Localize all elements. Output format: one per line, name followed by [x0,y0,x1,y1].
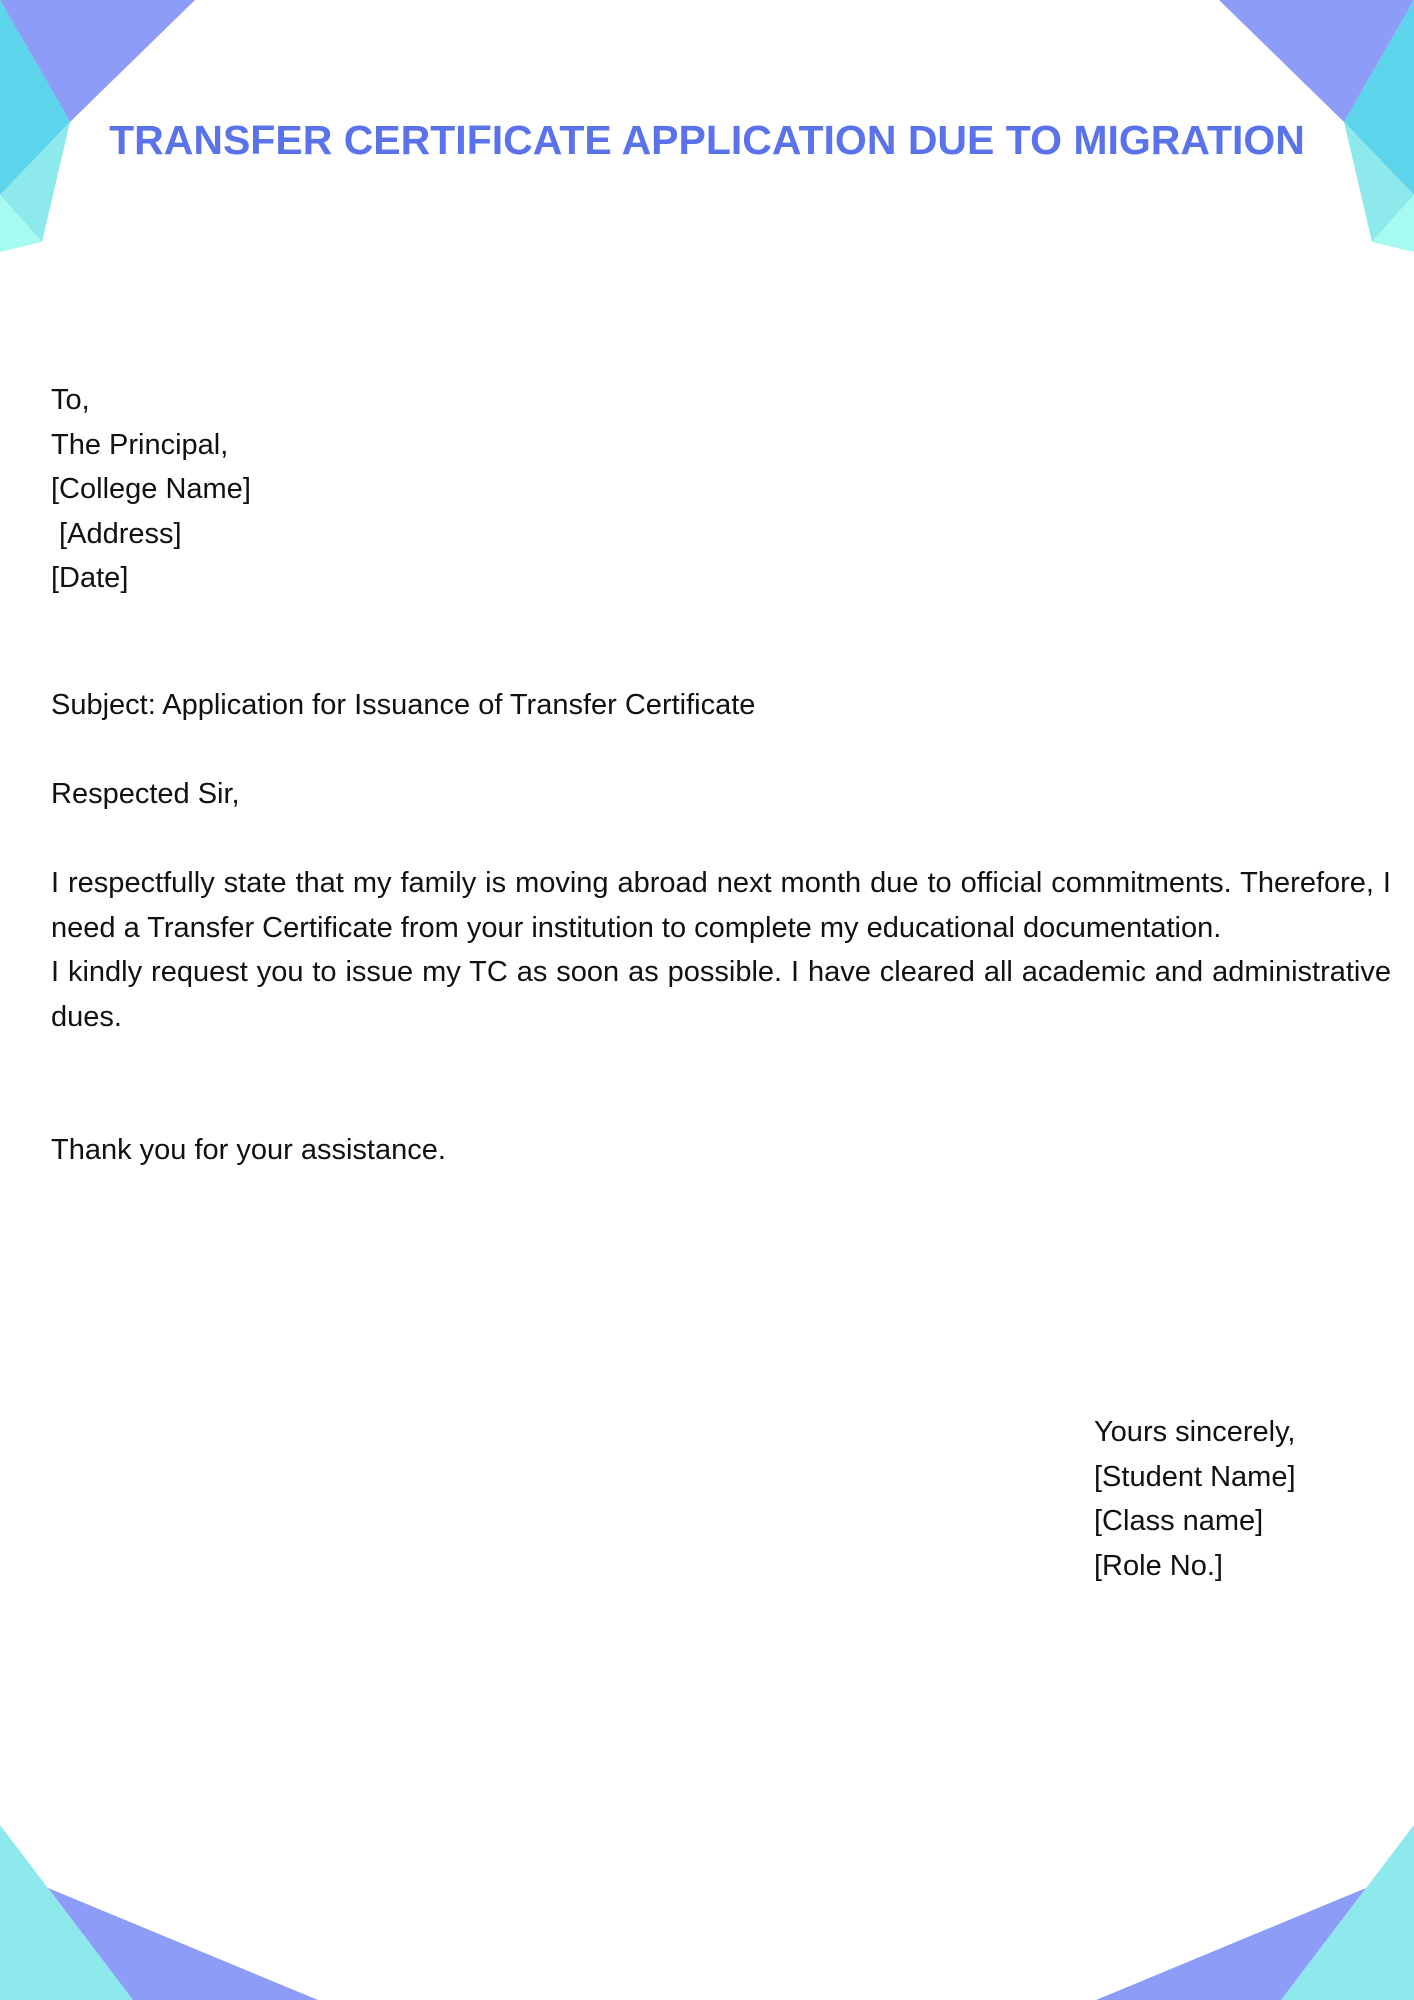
letter-body [51,861,1391,1039]
subject-line: Subject: Application for Issuance of Transfer Certificate [51,689,756,721]
signature-line: [Role No.] [1094,1549,1223,1582]
signature-line: [Class name] [1094,1505,1264,1537]
closing-line: Thank you for your assistance. [51,1134,446,1166]
address-line: To, [51,384,90,416]
document-title: TRANSFER CERTIFICATE APPLICATION DUE TO MIGRATION [109,117,1305,163]
address-line: The Principal, [51,428,229,461]
body-paragraph: I kindly request you to issue my TC as soon as possible. I have cleared all academic and administrative dues. [51,956,1391,1033]
signature-line: [Student Name] [1094,1460,1296,1493]
corner-triangle [0,1825,133,2000]
address-line: [College Name] [51,473,251,505]
address-line: [Date] [51,562,129,594]
address-line: [Address] [51,517,182,550]
body-paragraph: I respectfully state that my family is moving abroad next month due to official commitments. Therefore, I need a Transfer Certificate from your institution to complete my educational documentation. [51,867,1391,944]
recipient-address-block [51,378,1391,601]
signature-block [1094,1410,1394,1588]
signature-line: Yours sincerely, [1094,1416,1296,1448]
corner-triangle [1281,1825,1414,2000]
salutation: Respected Sir, [51,778,240,810]
